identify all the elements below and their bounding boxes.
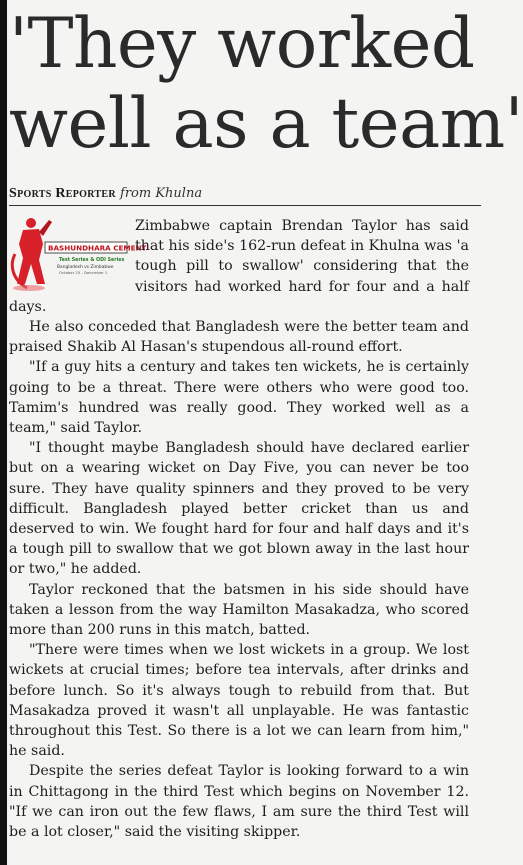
paragraph: Zimbabwe captain Brendan Taylor has said that his side's 162-run defeat in Khulna was 'a tough pill to swallow' considering that the visitors had worked hard for four and a half days. xyxy=(9,218,469,315)
byline xyxy=(9,186,481,206)
paragraph: "I thought maybe Bangladesh should have declared earlier but on a wearing wicket on Day Five, you can never be too sure. They have quality spinners and they proved to be very difficult. Bangladesh played better cricket than us and deserved to win. We fought hard for four and half days and it's a tough pill to swallow that we got blown away in the last hour or two," he added. xyxy=(9,440,469,578)
article-body xyxy=(9,216,469,842)
paragraph: "If a guy hits a century and takes ten wickets, he is certainly going to be a threat. There were others who were good too. Tamim's hundred was really good. They worked well as a team," said Taylor. xyxy=(9,359,469,437)
headline-line-2: well as a team' xyxy=(9,84,523,164)
headline-line-1: 'They worked xyxy=(9,4,475,84)
logo-dates-text: October 25 - December 1 xyxy=(59,270,108,275)
byline-location: from Khulna xyxy=(120,186,203,201)
paragraph: Taylor reckoned that the batsmen in his side should have taken a lesson from the way Hamilton Masakadza, who scored more than 200 runs in this match, batted. xyxy=(9,581,469,639)
logo-series-text: Test Series & ODI Series xyxy=(59,258,125,263)
logo-teams-text: Bangladesh vs Zimbabwe xyxy=(57,265,114,270)
left-edge-rule xyxy=(0,0,7,865)
logo-brand-text: BASHUNDHARA CEMENT xyxy=(48,243,147,253)
paragraph: Despite the series defeat Taylor is looking forward to a win in Chittagong in the third Test which begins on November 12. "If we can iron out the few flaws, I am sure the third Test will be a lot closer," said the visiting skipper. xyxy=(9,763,469,841)
byline-author: Sports Reporter xyxy=(9,186,116,201)
paragraph: He also conceded that Bangladesh were the better team and praised Shakib Al Hasan's stupendous all-round effort. xyxy=(9,319,469,356)
paragraph: "There were times when we lost wickets in a group. We lost wickets at crucial times; before tea intervals, after drinks and before lunch. So it's always tough to rebuild from that. But Masakadza proved it wasn't all unplayable. He was fantastic throughout this Test. So there is a lot we can learn from him," he said. xyxy=(9,642,469,760)
headline xyxy=(9,4,523,164)
logo-spacer xyxy=(9,216,135,296)
